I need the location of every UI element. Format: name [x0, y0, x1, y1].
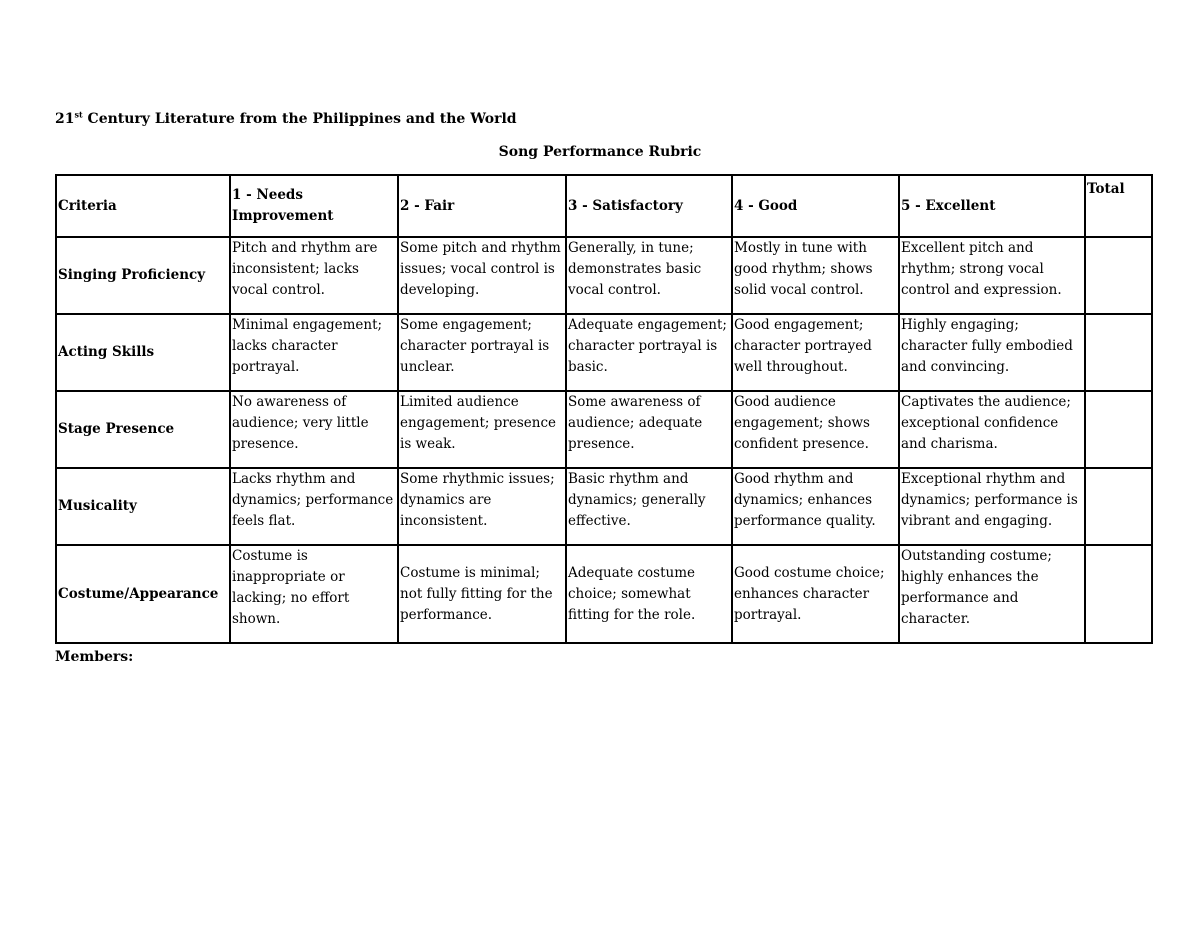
table-cell: Some awareness of audience; adequate presence. — [566, 391, 732, 468]
table-cell: Minimal engagement; lacks character portrayal. — [230, 314, 398, 391]
header-cell-fair: 2 - Fair — [398, 175, 566, 237]
table-cell: Lacks rhythm and dynamics; performance feels flat. — [230, 468, 398, 545]
header-cell-excellent: 5 - Excellent — [899, 175, 1085, 237]
table-cell: Captivates the audience; exceptional confidence and charisma. — [899, 391, 1085, 468]
table-cell: Highly engaging; character fully embodied and convincing. — [899, 314, 1085, 391]
table-cell: Outstanding costume; highly enhances the performance and character. — [899, 545, 1085, 643]
rubric-title: Song Performance Rubric — [498, 144, 702, 160]
criteria-cell: Musicality — [56, 468, 230, 545]
table-cell: No awareness of audience; very little presence. — [230, 391, 398, 468]
criteria-cell: Stage Presence — [56, 391, 230, 468]
criteria-cell: Acting Skills — [56, 314, 230, 391]
total-cell[interactable] — [1085, 237, 1152, 314]
criteria-cell: Singing Proficiency — [56, 237, 230, 314]
criteria-cell: Costume/Appearance — [56, 545, 230, 643]
table-cell: Costume is minimal; not fully fitting for the performance. — [398, 545, 566, 643]
table-cell: Generally, in tune; demonstrates basic vocal control. — [566, 237, 732, 314]
total-cell[interactable] — [1085, 545, 1152, 643]
header-cell-needs-improvement: 1 - Needs Improvement — [230, 175, 398, 237]
total-cell[interactable] — [1085, 391, 1152, 468]
header-cell-total: Total — [1085, 175, 1152, 237]
document-title — [55, 111, 517, 127]
title-number: 21 — [55, 111, 75, 127]
table-cell: Basic rhythm and dynamics; generally effective. — [566, 468, 732, 545]
rubric-table — [55, 174, 1153, 644]
table-row — [56, 391, 1152, 468]
title-ordinal-suffix: st — [74, 109, 83, 120]
header-cell-good: 4 - Good — [732, 175, 899, 237]
table-cell: Adequate engagement; character portrayal is basic. — [566, 314, 732, 391]
table-cell: Good engagement; character portrayed well throughout. — [732, 314, 899, 391]
header-cell-criteria: Criteria — [56, 175, 230, 237]
title-text: Century Literature from the Philippines and the World — [82, 111, 517, 127]
table-cell: Adequate costume choice; somewhat fitting for the role. — [566, 545, 732, 643]
table-row — [56, 314, 1152, 391]
total-cell[interactable] — [1085, 314, 1152, 391]
table-cell: Some rhythmic issues; dynamics are inconsistent. — [398, 468, 566, 545]
table-row — [56, 545, 1152, 643]
table-cell: Exceptional rhythm and dynamics; performance is vibrant and engaging. — [899, 468, 1085, 545]
table-cell: Some pitch and rhythm issues; vocal control is developing. — [398, 237, 566, 314]
header-cell-satisfactory: 3 - Satisfactory — [566, 175, 732, 237]
table-row — [56, 468, 1152, 545]
table-cell: Costume is inappropriate or lacking; no effort shown. — [230, 545, 398, 643]
members-label: Members: — [55, 649, 134, 665]
table-cell: Good costume choice; enhances character portrayal. — [732, 545, 899, 643]
table-cell: Good rhythm and dynamics; enhances performance quality. — [732, 468, 899, 545]
table-cell: Good audience engagement; shows confident presence. — [732, 391, 899, 468]
total-cell[interactable] — [1085, 468, 1152, 545]
table-header-row — [56, 175, 1152, 237]
table-cell: Excellent pitch and rhythm; strong vocal control and expression. — [899, 237, 1085, 314]
table-cell: Mostly in tune with good rhythm; shows solid vocal control. — [732, 237, 899, 314]
table-cell: Pitch and rhythm are inconsistent; lacks vocal control. — [230, 237, 398, 314]
table-cell: Some engagement; character portrayal is unclear. — [398, 314, 566, 391]
table-cell: Limited audience engagement; presence is weak. — [398, 391, 566, 468]
table-row — [56, 237, 1152, 314]
